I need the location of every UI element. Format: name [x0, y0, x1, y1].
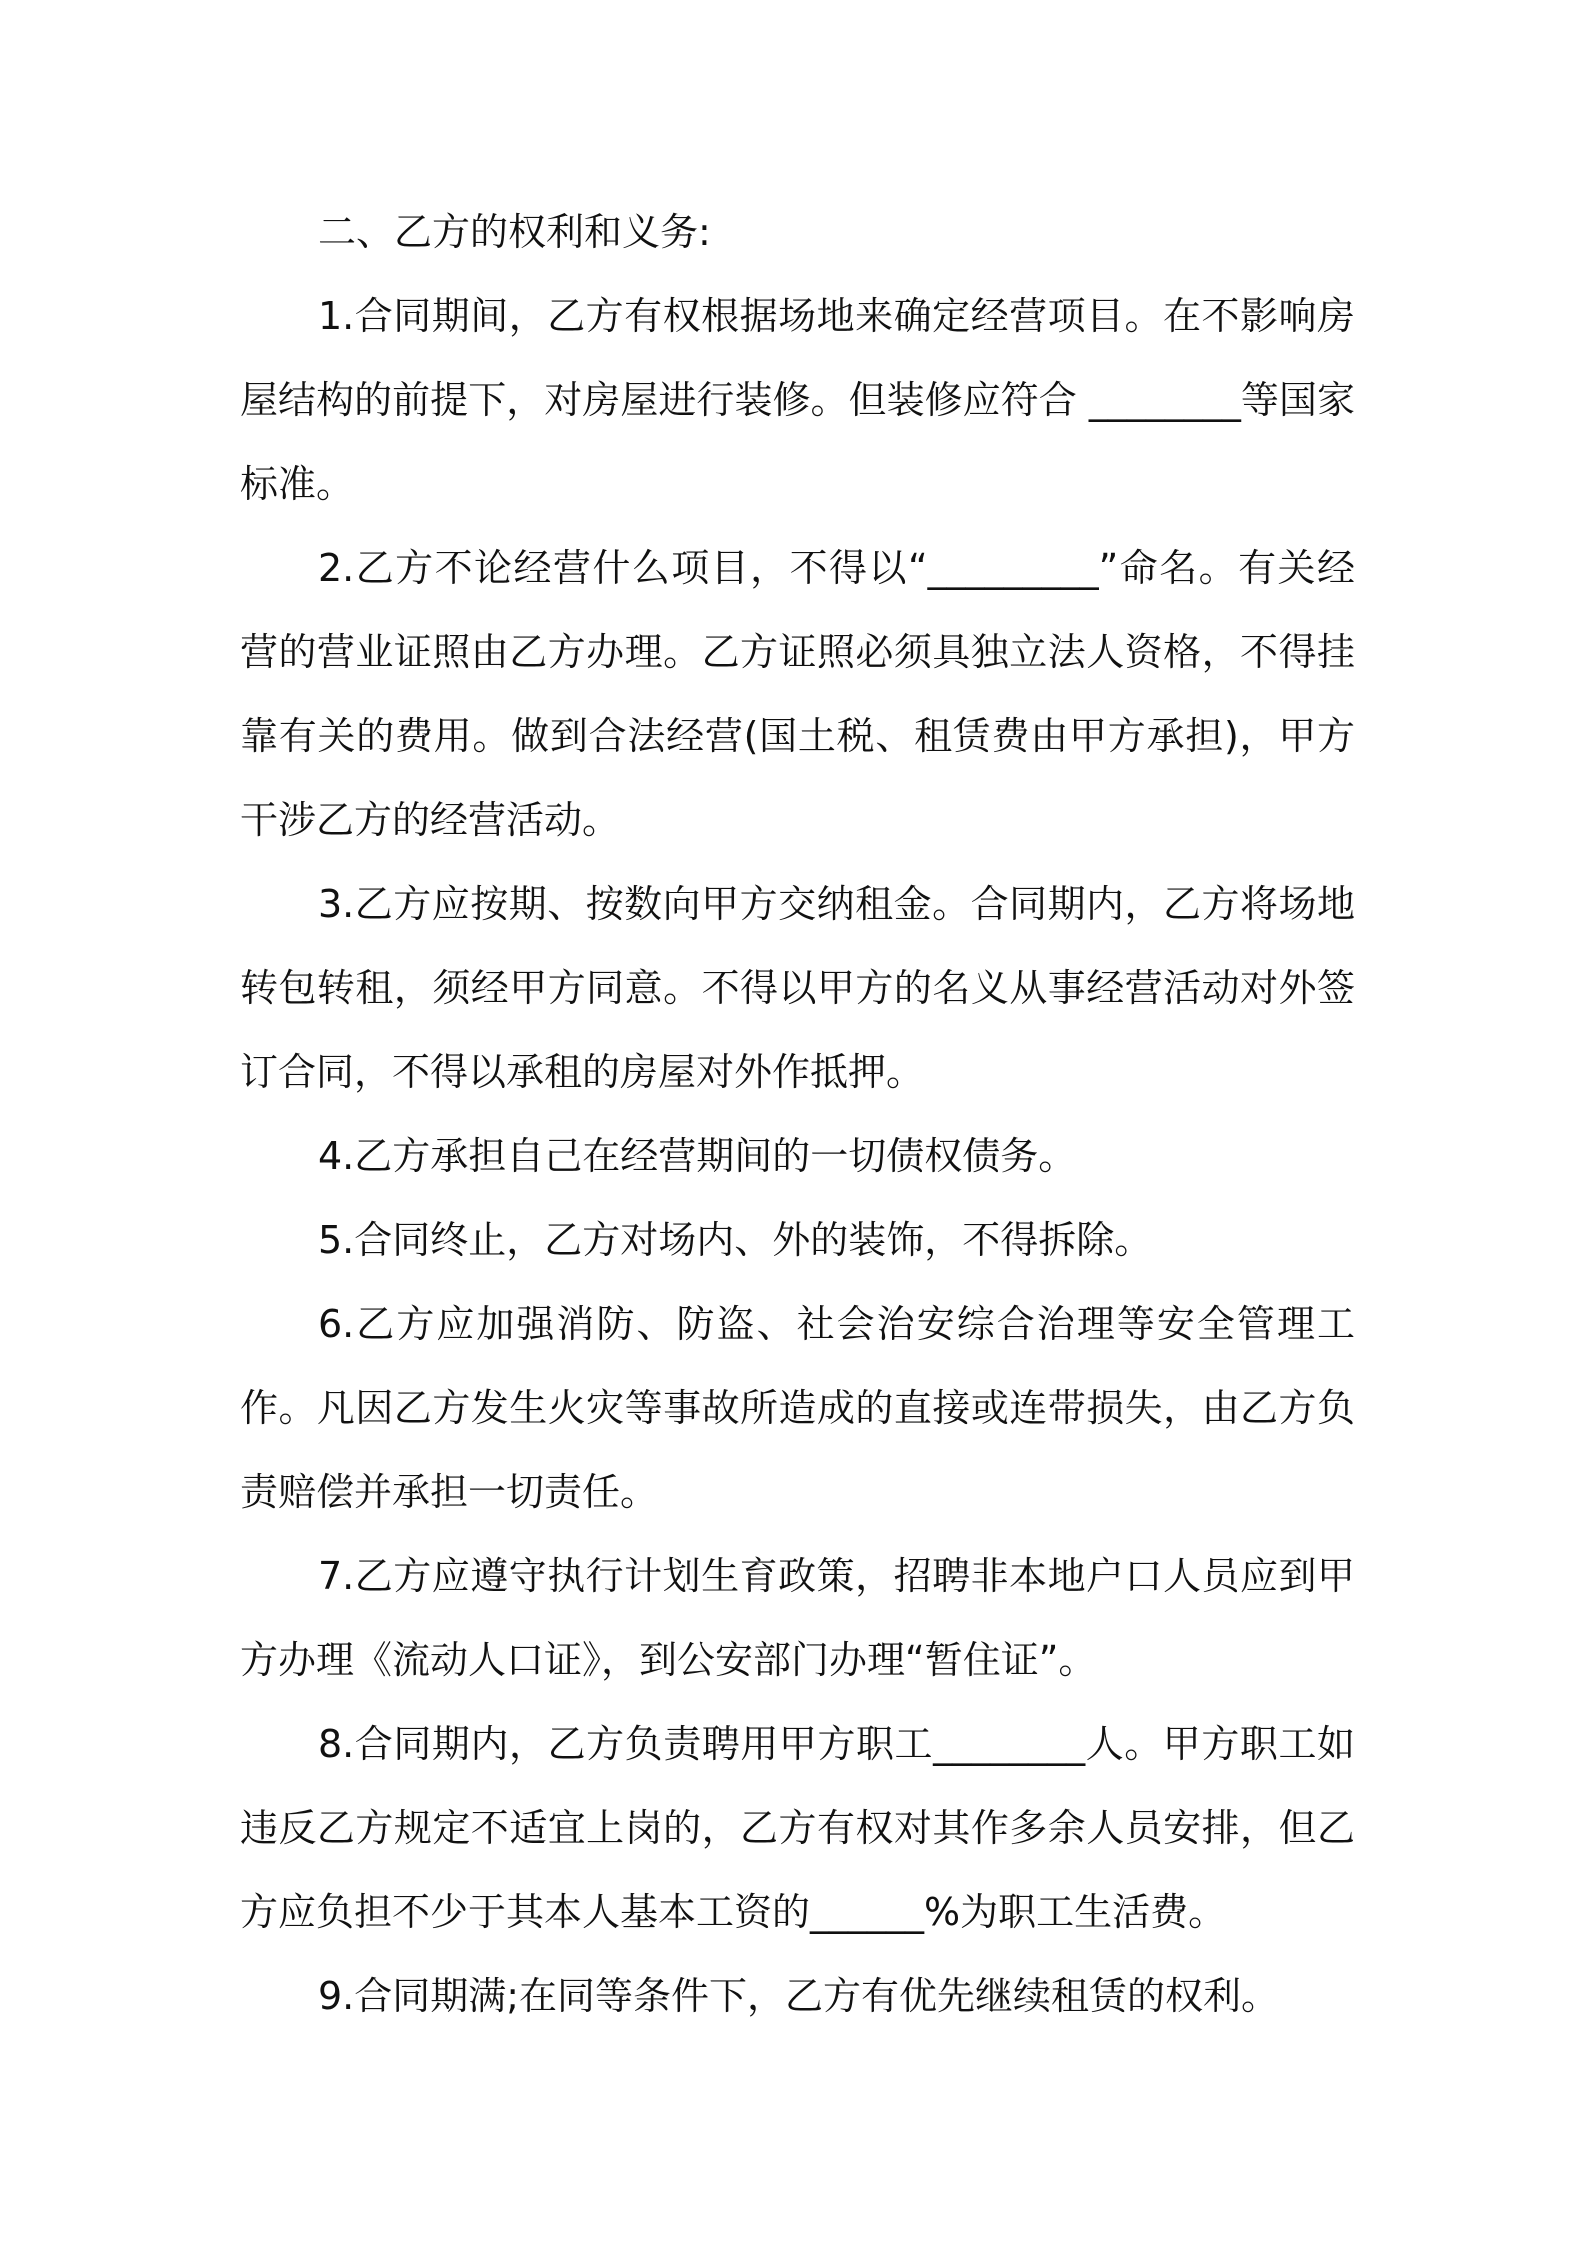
section-heading: 二、乙方的权利和义务:	[318, 210, 711, 254]
clause-2: 2.乙方不论经营什么项目，不得以“_________”命名。有关经营的营业证照由乙方办理。乙方证照必须具独立法人资格，不得挂靠有关的费用。做到合法经营(国土税、租赁费由甲方承担)，甲方干涉乙方的经营活动。	[240, 546, 1355, 842]
clause-8: 8.合同期内，乙方负责聘用甲方职工________人。甲方职工如违反乙方规定不适宜上岗的，乙方有权对其作多余人员安排，但乙方应负担不少于其本人基本工资的______%为职工生活费。	[240, 1722, 1355, 1934]
clause-5: 5.合同终止，乙方对场内、外的装饰，不得拆除。	[318, 1218, 1153, 1262]
clause-9: 9.合同期满;在同等条件下，乙方有优先继续租赁的权利。	[318, 1974, 1280, 2018]
clause-3: 3.乙方应按期、按数向甲方交纳租金。合同期内，乙方将场地转包转租，须经甲方同意。不得以甲方的名义从事经营活动对外签订合同，不得以承租的房屋对外作抵押。	[240, 882, 1355, 1094]
clause-4: 4.乙方承担自己在经营期间的一切债权债务。	[318, 1134, 1077, 1178]
clause-1: 1.合同期间，乙方有权根据场地来确定经营项目。在不影响房屋结构的前提下，对房屋进行装修。但装修应符合 ________等国家标准。	[240, 294, 1355, 506]
document-body	[240, 190, 1355, 2038]
clause-7: 7.乙方应遵守执行计划生育政策，招聘非本地户口人员应到甲方办理《流动人口证》，到公安部门办理“暂住证”。	[240, 1554, 1355, 1682]
clause-6: 6.乙方应加强消防、防盗、社会治安综合治理等安全管理工作。凡因乙方发生火灾等事故所造成的直接或连带损失，由乙方负责赔偿并承担一切责任。	[240, 1302, 1355, 1514]
